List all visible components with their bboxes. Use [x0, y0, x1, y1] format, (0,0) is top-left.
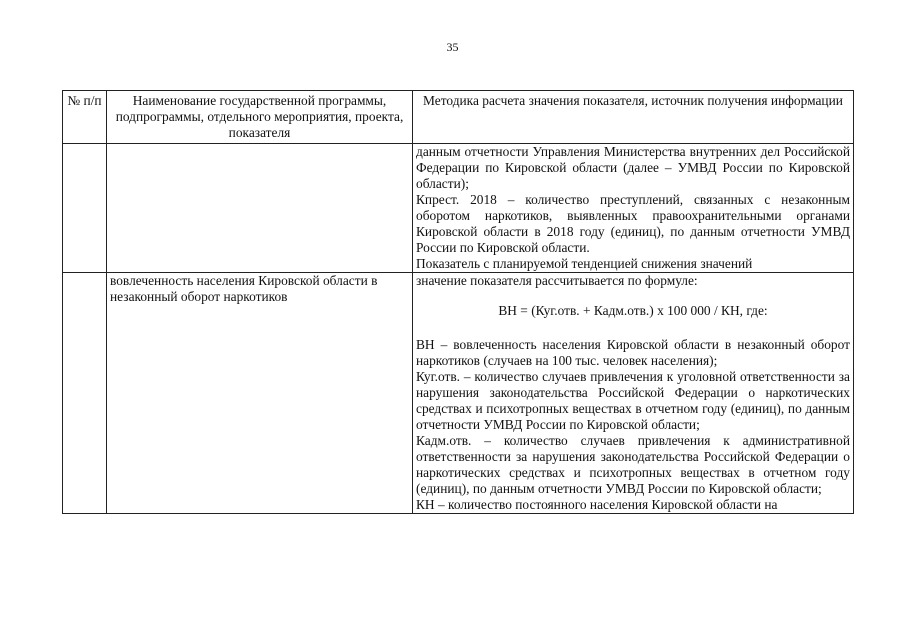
method-paragraph: Куг.отв. – количество случаев привлечения к уголовной ответственности за нарушения законодательства Российской Федерации о наркотических средствах и психотропных веществах в отчетном году (единиц), по данным отчетности УМВД России по Кировской области;: [416, 369, 850, 432]
method-cell: [413, 273, 854, 514]
method-paragraph: КН – количество постоянного населения Кировской области на: [416, 497, 778, 512]
method-paragraph: Показатель с планируемой тенденцией снижения значений: [416, 256, 753, 271]
page-number: 35: [446, 40, 459, 54]
header-method: Методика расчета значения показателя, источник получения информации: [413, 91, 854, 144]
method-paragraph: данным отчетности Управления Министерства внутренних дел Российской Федерации по Кировской области (далее – УМВД России по Кировской области);: [416, 144, 850, 191]
table-row: [63, 273, 854, 514]
indicator-methodology-table: [62, 90, 854, 514]
indicator-name-cell: [107, 144, 413, 273]
header-number: № п/п: [63, 91, 107, 144]
method-paragraph: Кадм.отв. – количество случаев привлечения к административной ответственности за нарушения законодательства Российской Федерации о наркотических средствах и психотропных веществах в отчетном году (единиц), по данным отчетности УМВД России по Кировской области;: [416, 433, 850, 496]
table-header-row: [63, 91, 854, 144]
indicator-name-cell: вовлеченность населения Кировской области в незаконный оборот наркотиков: [107, 273, 413, 514]
formula: ВН = (Куг.отв. + Кадм.отв.) x 100 000 / КН, где:: [498, 303, 768, 318]
table-row: [63, 144, 854, 273]
method-cell: [413, 144, 854, 273]
method-paragraph: ВН – вовлеченность населения Кировской области в незаконный оборот наркотиков (случаев на 100 тыс. человек населения);: [416, 337, 850, 368]
header-name: Наименование государственной программы, подпрограммы, отдельного мероприятия, проекта, показателя: [107, 91, 413, 144]
method-paragraph: Кпрест. 2018 – количество преступлений, связанных с незаконным оборотом наркотиков, выявленных правоохранительными органами Кировской области в 2018 году (единиц), по данным отчетности УМВД России по Кировской области.: [416, 192, 850, 255]
row-number-cell: [63, 273, 107, 514]
method-intro: значение показателя рассчитывается по формуле:: [416, 273, 698, 288]
row-number-cell: [63, 144, 107, 273]
